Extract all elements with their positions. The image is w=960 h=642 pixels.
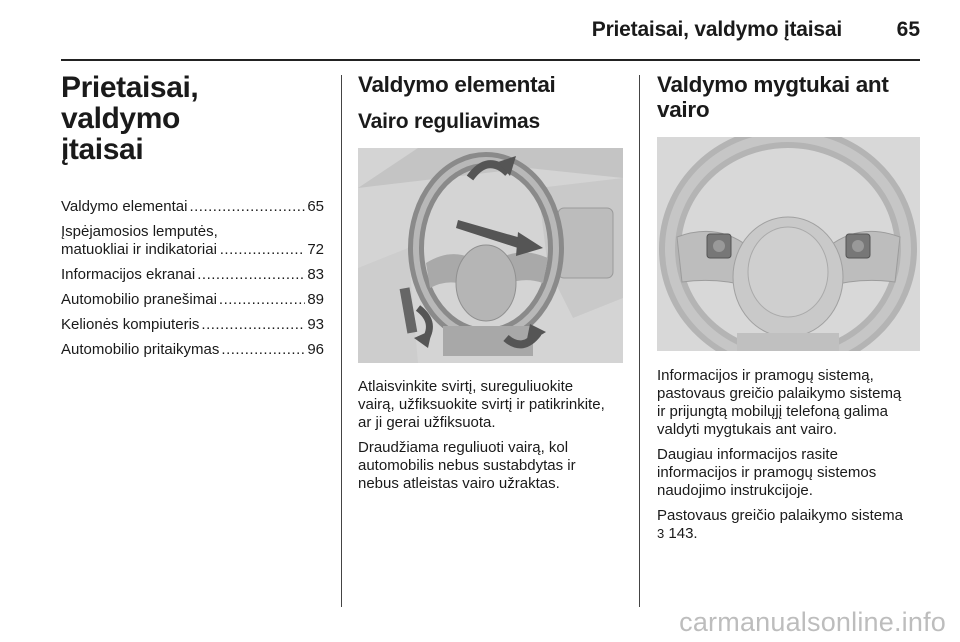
text-line: Draudžiama reguliuoti vairą, kol xyxy=(358,439,569,456)
text-line: automobilis nebus sustabdytas ir xyxy=(358,457,576,474)
toc-entry-page: 65 xyxy=(307,198,324,215)
chapter-heading-line2: įtaisai xyxy=(61,133,144,166)
toc-entry[interactable] xyxy=(61,198,324,216)
steering-adjustment-image xyxy=(358,148,623,363)
toc-entry[interactable] xyxy=(61,223,324,259)
page-number: 65 xyxy=(896,18,920,41)
text-line: valdyti mygtukais ant vairo. xyxy=(657,421,838,438)
toc-entry[interactable] xyxy=(61,316,324,334)
toc-leader-dots xyxy=(220,241,306,259)
paragraph xyxy=(657,507,920,543)
page-reference-symbol: 3 xyxy=(657,526,665,541)
column-wheel-buttons xyxy=(657,72,920,550)
text-line: Atlaisvinkite svirtį, sureguliuokite xyxy=(358,378,574,395)
subsection-heading: Vairo reguliavimas xyxy=(358,110,540,133)
toc-entry[interactable] xyxy=(61,291,324,309)
toc-entry-page: 83 xyxy=(307,266,324,283)
toc-entry-label xyxy=(61,223,218,259)
steering-wheel-adjustment-icon xyxy=(358,148,623,363)
section-heading-line1: Valdymo mygtukai ant xyxy=(657,72,889,97)
toc-entry-label: Valdymo elementai xyxy=(61,198,188,215)
toc-leader-dots xyxy=(189,198,305,216)
toc-leader-dots xyxy=(219,291,305,309)
toc-entry-page: 72 xyxy=(307,241,324,258)
column-contents xyxy=(61,72,324,366)
column-controls xyxy=(358,72,623,500)
column-divider-2 xyxy=(639,75,640,607)
toc-entry-label: Automobilio pritaikymas xyxy=(61,341,220,358)
steering-buttons-text xyxy=(657,367,920,543)
toc-entry-page: 89 xyxy=(307,291,324,308)
toc-entry[interactable] xyxy=(61,266,324,284)
steering-buttons-image xyxy=(657,137,920,351)
text-line: Daugiau informacijos rasite xyxy=(657,446,838,463)
paragraph xyxy=(358,439,623,493)
steering-wheel-buttons-icon xyxy=(657,137,920,351)
text-line: Pastovaus greičio palaikymo sistema xyxy=(657,507,903,524)
paragraph xyxy=(657,446,920,500)
page-reference-link[interactable]: 143. xyxy=(668,525,698,542)
steering-adjustment-text xyxy=(358,378,623,493)
toc-entry-label: Automobilio pranešimai xyxy=(61,291,217,308)
text-line: informacijos ir pramogų sistemos xyxy=(657,464,877,481)
toc-entry-label-line1: Įspėjamosios lemputės, xyxy=(61,223,218,240)
text-line: ir prijungtą mobilųjį telefoną galima xyxy=(657,403,888,420)
text-line: pastovaus greičio palaikymo sistemą xyxy=(657,385,902,402)
toc-entry-label: Informacijos ekranai xyxy=(61,266,196,283)
toc-entry[interactable] xyxy=(61,341,324,359)
text-line: Informacijos ir pramogų sistemą, xyxy=(657,367,874,384)
toc-leader-dots xyxy=(197,266,305,284)
text-line: ar ji gerai užfiksuota. xyxy=(358,414,496,431)
table-of-contents xyxy=(61,198,324,359)
text-line: naudojimo instrukcijoje. xyxy=(657,482,813,499)
column-divider-1 xyxy=(341,75,342,607)
text-line: nebus atleistas vairo užraktas. xyxy=(358,475,560,492)
chapter-heading xyxy=(61,72,324,165)
watermark: carmanualsonline.info xyxy=(679,607,946,637)
header-rule xyxy=(61,59,920,61)
toc-leader-dots xyxy=(221,341,305,359)
toc-entry-page: 93 xyxy=(307,316,324,333)
section-heading: Valdymo elementai xyxy=(358,72,556,97)
section-heading-line2: vairo xyxy=(657,97,710,122)
text-line: vairą, užfiksuokite svirtį ir patikrinkite, xyxy=(358,396,605,413)
chapter-heading-line1: Prietaisai, valdymo xyxy=(61,71,199,135)
paragraph xyxy=(657,367,920,439)
toc-entry-label: Kelionės kompiuteris xyxy=(61,316,200,333)
toc-leader-dots xyxy=(201,316,305,334)
paragraph xyxy=(358,378,623,432)
toc-entry-page: 96 xyxy=(307,341,324,358)
section-heading xyxy=(657,72,920,122)
toc-entry-label-line2: matuokliai ir indikatoriai xyxy=(61,241,217,258)
running-header-title: Prietaisai, valdymo įtaisai xyxy=(591,18,842,41)
